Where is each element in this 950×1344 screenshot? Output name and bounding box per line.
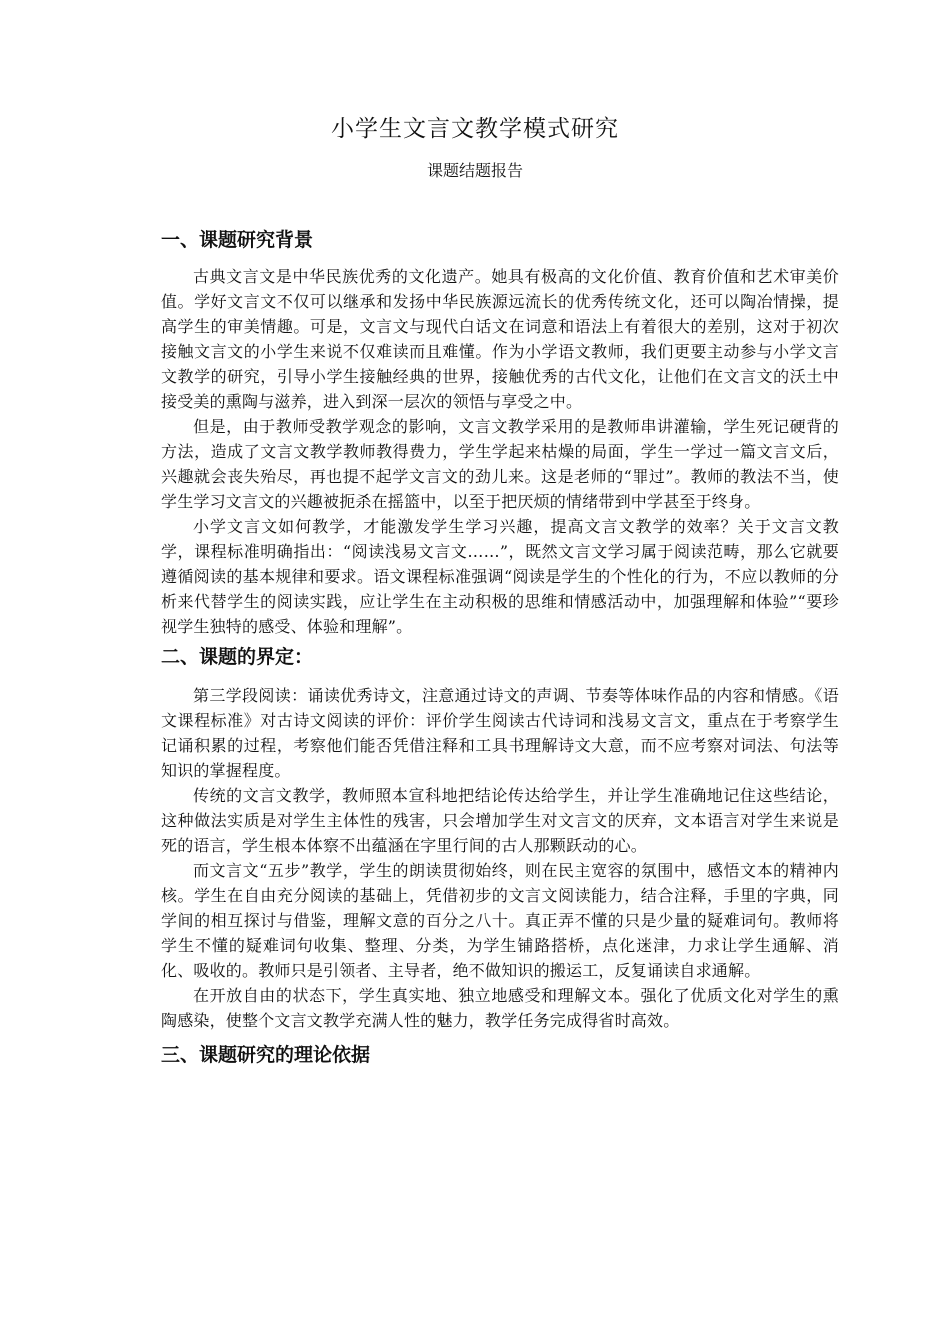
document-subtitle: 课题结题报告 [426, 161, 523, 180]
document-body [161, 226, 839, 1069]
section-heading-background: 一、课题研究背景 [161, 229, 314, 251]
section-heading-definition: 二、课题的界定： [161, 646, 314, 668]
paragraph: 古典文言文是中华民族优秀的文化遗产。她具有极高的文化价值、教育价值和艺术审美价值。学好文言文不仅可以继承和发扬中华民族源远流长的优秀传统文化，还可以陶冶情操，提高学生的审美情趣。可是，文言文与现代白话文在词意和语法上有着很大的差别，这对于初次接触文言文的小学生来说不仅难读而且难懂。作为小学语文教师，我们更要主动参与小学文言文教学的研究，引导小学生接触经典的世界，接触优秀的古代文化，让他们在文言文的沃土中接受美的熏陶与滋养，进入到深一层次的领悟与享受之中。 [161, 267, 839, 411]
paragraph: 但是，由于教师受教学观念的影响，文言文教学采用的是教师串讲灌输，学生死记硬背的方法，造成了文言文教学教师教得费力，学生学起来枯燥的局面，学生一学过一篇文言文后，兴趣就会丧失殆尽，再也提不起学文言文的劲儿来。这是老师的“罪过”。教师的教法不当，使学生学习文言文的兴趣被扼杀在摇篮中，以至于把厌烦的情绪带到中学甚至于终身。 [161, 417, 839, 511]
paragraph: 小学文言文如何教学，才能激发学生学习兴趣，提高文言文教学的效率？关于文言文教学，课程标准明确指出：“阅读浅易文言文……”，既然文言文学习属于阅读范畴，那么它就要遵循阅读的基本规律和要求。语文课程标准强调“阅读是学生的个性化的行为，不应以教师的分析来代替学生的阅读实践，应让学生在主动积极的思维和情感活动中，加强理解和体验”“要珍视学生独特的感受、体验和理解”。 [161, 517, 839, 636]
document-title: 小学生文言文教学模式研究 [331, 116, 619, 142]
paragraph: 在开放自由的状态下，学生真实地、独立地感受和理解文本。强化了优质文化对学生的熏陶感染，使整个文言文教学充满人性的魅力，教学任务完成得省时高效。 [161, 986, 839, 1030]
paragraph: 传统的文言文教学，教师照本宣科地把结论传达给学生，并让学生准确地记住这些结论，这种做法实质是对学生主体性的残害，只会增加学生对文言文的厌弃，文本语言对学生来说是死的语言，学生根本体察不出蕴涵在字里行间的古人那颗跃动的心。 [161, 786, 839, 855]
section-heading-theory: 三、课题研究的理论依据 [161, 1044, 371, 1066]
paragraph: 而文言文“五步”教学，学生的朗读贯彻始终，则在民主宽容的氛围中，感悟文本的精神内核。学生在自由充分阅读的基础上，凭借初步的文言文阅读能力，结合注释，手里的字典，同学间的相互探讨与借鉴，理解文意的百分之八十。真正弄不懂的只是少量的疑难词句。教师将学生不懂的疑难词句收集、整理、分类，为学生铺路搭桥，点化迷津，力求让学生通解、消化、吸收的。教师只是引领者、主导者，绝不做知识的搬运工，反复诵读自求通解。 [161, 861, 839, 980]
paragraph: 第三学段阅读：诵读优秀诗文，注意通过诗文的声调、节奏等体味作品的内容和情感。《语文课程标准》对古诗文阅读的评价：评价学生阅读古代诗词和浅易文言文，重点在于考察学生记诵积累的过程，考察他们能否凭借注释和工具书理解诗文大意，而不应考察对词法、句法等知识的掌握程度。 [161, 686, 839, 780]
